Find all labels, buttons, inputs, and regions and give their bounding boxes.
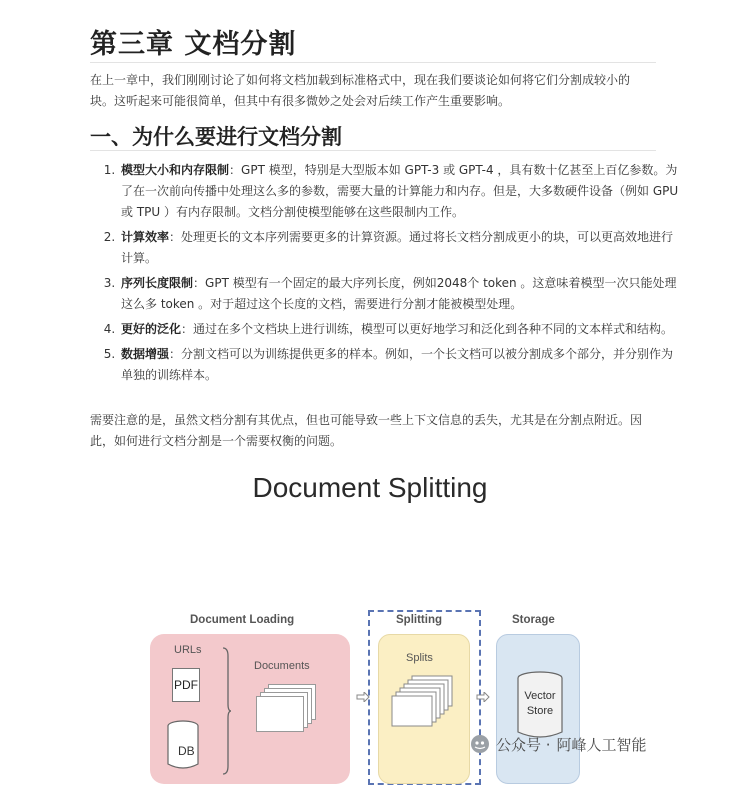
wechat-icon	[470, 734, 490, 754]
intro-paragraph: 在上一章中，我们刚刚讨论了如何将文档加载到标准格式中，现在我们要谈论如何将它们分割成较小的块。这听起来可能很简单，但其中有很多微妙之处会对后续工作产生重要影响。	[90, 73, 631, 108]
documents-label: Documents	[254, 660, 310, 672]
section-title: 一、为什么要进行文档分割	[90, 125, 342, 149]
document-splitting-figure	[140, 462, 600, 775]
watermark	[470, 733, 647, 755]
watermark-name: 阿峰人工智能	[556, 735, 647, 754]
storage-label: Storage	[512, 614, 555, 626]
loading-label: Document Loading	[190, 614, 295, 626]
documents-stack-icon	[258, 684, 314, 734]
list-item-sep: ：	[229, 163, 242, 177]
list-item-text: 分割文档可以为训练提供更多的样本。例如，一个长文档可以被分割成多个部分，并分别作为单独的训练样本。	[121, 347, 674, 382]
list-item-term: 模型大小和内存限制	[121, 163, 230, 177]
list-item-text: 处理更长的文本序列需要更多的计算资源。通过将长文档分割成更小的块，可以更高效地进行计算。	[121, 230, 674, 265]
splits-label: Splits	[406, 652, 433, 664]
arrow-right-icon	[356, 692, 370, 702]
list-item	[119, 227, 679, 269]
pdf-icon: PDF	[172, 668, 200, 702]
list-item	[119, 319, 679, 340]
list-item-term: 数据增强	[121, 347, 170, 361]
figure-title: Document Splitting	[252, 472, 488, 503]
note-paragraph: 需要注意的是，虽然文档分割有其优点，但也可能导致一些上下文信息的丢失，尤其是在分割点附近。因此，如何进行文档分割是一个需要权衡的问题。	[90, 413, 643, 448]
list-item-term: 计算效率	[121, 230, 170, 244]
list-item-text: 通过在多个文档块上进行训练，模型可以更好地学习和泛化到各种不同的文本样式和结构。	[193, 322, 674, 336]
urls-label: URLs	[174, 644, 202, 656]
list-item-sep: ：	[169, 347, 182, 361]
list-item-sep: ：	[181, 322, 194, 336]
arrow-right-icon	[476, 692, 490, 702]
list-item-term: 更好的泛化	[121, 322, 182, 336]
chapter-title: 第三章 文档分割	[90, 29, 297, 60]
db-label: DB	[178, 744, 195, 758]
list-item	[119, 344, 679, 386]
list-item-text: GPT 模型有一个固定的最大序列长度，例如2048个 token 。这意味着模型一次只能处理这么多 token 。对于超过这个长度的文档，需要进行分割才能被模型处理。	[121, 276, 677, 311]
reasons-list	[90, 160, 679, 390]
title-divider	[90, 62, 656, 63]
splitting-label: Splitting	[396, 614, 442, 626]
list-item-sep: ：	[193, 276, 206, 290]
list-item	[119, 160, 679, 223]
vector-store-label-1: Vector	[524, 690, 556, 702]
list-item-text: GPT 模型，特别是大型版本如 GPT-3 或 GPT-4 ，具有数十亿甚至上百亿参数。为了在一次前向传播中处理这么多的参数，需要大量的计算能力和内存。但是，大多数硬件设备（例如 GPU 或 TPU ）有内存限制。文档分割使模型能够在这些限制内工作。	[121, 163, 679, 219]
splits-stack-icon	[390, 672, 460, 732]
watermark-prefix: 公众号 ·	[496, 735, 551, 754]
brace-icon	[222, 646, 232, 776]
vector-store-label-2: Store	[526, 705, 554, 717]
section-divider	[90, 150, 656, 151]
list-item-sep: ：	[169, 230, 182, 244]
list-item	[119, 273, 679, 315]
list-item-term: 序列长度限制	[121, 276, 194, 290]
